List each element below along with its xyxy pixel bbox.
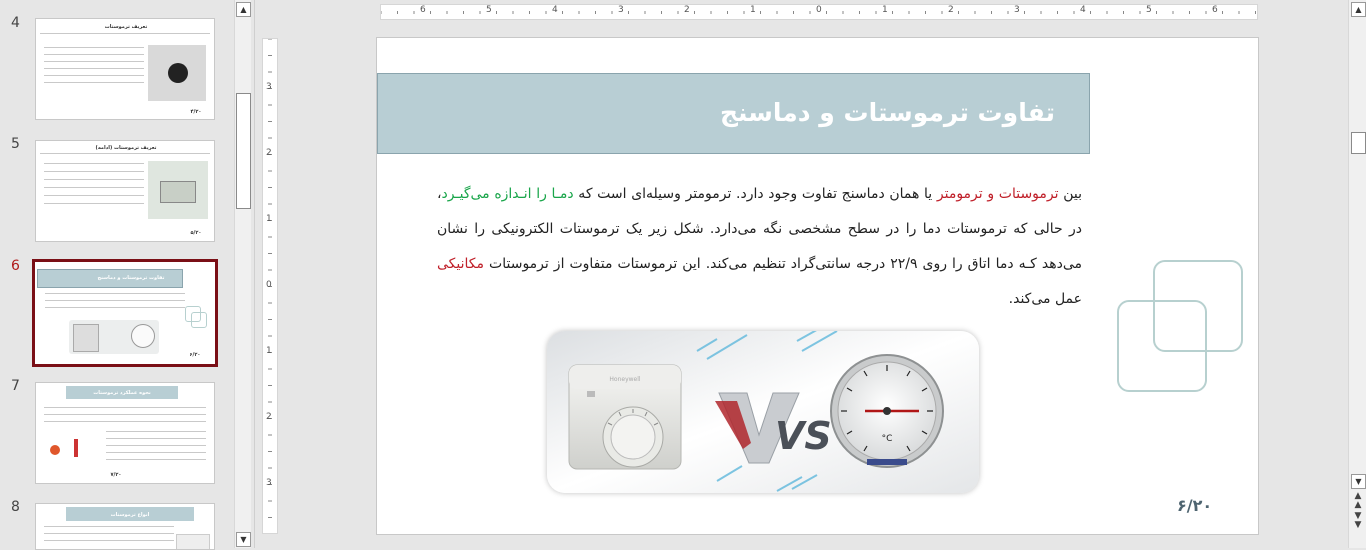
scroll-down-icon[interactable]: ▼ <box>1351 474 1366 489</box>
slide-thumbnail-6[interactable]: تفاوت ترموستات و دماسنج ۶/۲۰ <box>32 259 218 367</box>
scrollbar-thumb[interactable] <box>236 93 251 209</box>
thermostat-illustration <box>569 365 681 469</box>
thumb-title: انواع ترموستات <box>110 512 150 518</box>
page-number: ۶/۲۰ <box>1177 496 1213 515</box>
slide-title[interactable]: تفاوت ترموستات و دماسنج <box>720 98 1055 127</box>
thumb-number-5: 5 <box>11 136 20 152</box>
thumb-number-7: 7 <box>11 378 20 394</box>
body-text[interactable]: بین ترموستات و ترمومتر یا همان دماسنج تفاوت وجود دارد. ترمومتر وسیله‌ای است که دمـا را انـدازه می‌گیـرد، در حالی که ترموستات دما را در سطح مشخصی نگه می‌دارد. شکل زیر یک ترموستات الکترونیکی را نشان می‌دهد کـه دما اتاق را روی ۲۲/۹ درجه سانتی‌گراد تنظیم می‌کند. این ترموستات متفاوت از ترموستات مکانیکی عمل می‌کند. <box>437 186 1082 307</box>
thumb-number-8: 8 <box>11 499 20 515</box>
thermometer-illustration <box>831 355 943 467</box>
slide-canvas[interactable] <box>376 37 1259 535</box>
highlight-mechanical: مکانیکی <box>437 256 485 272</box>
next-slide-icon[interactable]: ▼ ▼ <box>1354 511 1362 530</box>
scroll-up-icon[interactable]: ▲ <box>236 2 251 17</box>
decorative-square <box>1117 300 1207 392</box>
thermostat-vs-thermometer-image <box>547 331 979 493</box>
thumbnail-scrollbar[interactable] <box>234 0 251 548</box>
vertical-ruler: 3 2 1 0 1 2 3 <box>262 38 278 534</box>
highlight-thermostat-thermometer: ترموستات و ترمومتر <box>936 186 1059 202</box>
slide-thumbnail-5[interactable]: تعریف ترموستات (ادامه) ۵/۲۰ <box>35 140 215 242</box>
thumb-title: تعریف ترموستات (ادامه) <box>95 145 157 151</box>
scrollbar-thumb[interactable] <box>1351 132 1366 154</box>
svg-text:°C: °C <box>881 434 893 444</box>
title-bar <box>377 73 1090 154</box>
previous-slide-icon[interactable]: ▲ ▲ <box>1354 491 1362 510</box>
thumb-number-6: 6 <box>11 258 20 274</box>
vs-text: VS <box>775 414 832 458</box>
editor-scrollbar[interactable] <box>1348 0 1366 548</box>
horizontal-ruler: 6 5 4 3 2 1 0 1 2 3 4 5 6 <box>380 4 1258 20</box>
slide-thumbnail-pane <box>0 0 232 548</box>
thumb-title: تفاوت ترموستات و دماسنج <box>97 275 165 281</box>
thumb-number-4: 4 <box>11 15 20 31</box>
highlight-measures-temperature: دمـا را انـدازه می‌گیـرد <box>441 186 574 202</box>
slide-thumbnail-8[interactable] <box>35 503 215 550</box>
svg-text:Honeywell: Honeywell <box>609 376 641 383</box>
thumb-title: تعریف ترموستات <box>104 24 148 30</box>
scroll-up-icon[interactable]: ▲ <box>1351 2 1366 17</box>
thumb-title: نحوه عملکرد ترموستات <box>93 390 151 396</box>
slide-thumbnail-7[interactable]: نحوه عملکرد ترموستات ۷/۲۰ <box>35 382 215 484</box>
scroll-down-icon[interactable]: ▼ <box>236 532 251 547</box>
slide-thumbnail-4[interactable]: تعریف ترموستات ۴/۲۰ <box>35 18 215 120</box>
